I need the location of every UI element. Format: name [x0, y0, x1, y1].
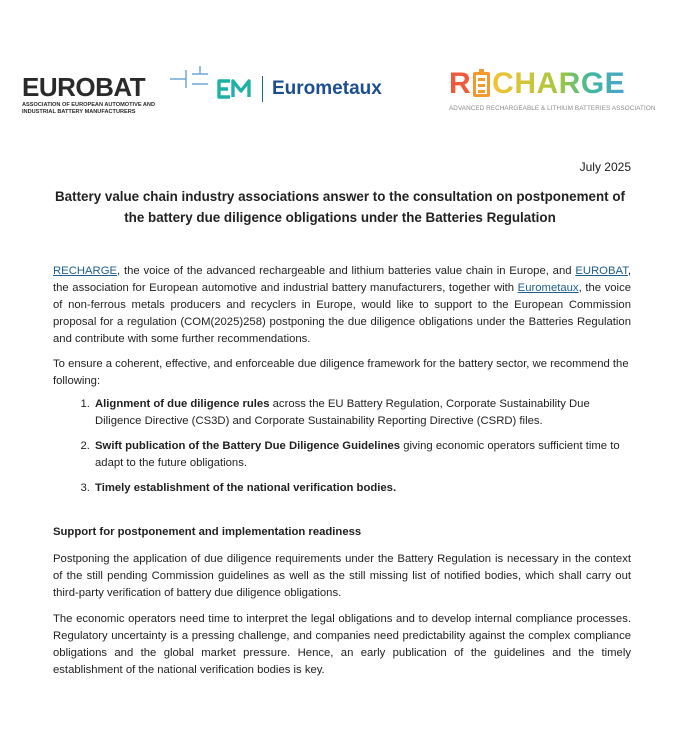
logo-bar [0, 60, 674, 130]
list-item-bold: Timely establishment of the national verification bodies. [95, 482, 397, 494]
eurobat-tagline: ASSOCIATION OF EUROPEAN AUTOMOTIVE AND INDUSTRIAL BATTERY MANUFACTURERS [22, 102, 156, 115]
document-body [53, 263, 631, 679]
eurometaux-divider [262, 76, 263, 102]
recharge-wordmark: CHARGE [492, 67, 626, 100]
recharge-r: R [449, 67, 472, 100]
recharge-logo [449, 68, 656, 112]
list-item-bold: Alignment of due diligence rules [95, 398, 270, 410]
list-item-text: across the EU Battery Regulation, Corporate Sustainability Due Diligence Directive (CS3D) and Corporate Sustainability Reporting Directive (CSRD) files. [95, 398, 590, 427]
list-item-text: giving economic operators sufficient time to adapt to the future obligations. [95, 440, 620, 469]
recommend-intro: To ensure a coherent, effective, and enforceable due diligence framework for the battery sector, we recommend the following: [53, 358, 629, 387]
recharge-link[interactable]: RECHARGE [53, 265, 118, 277]
plug-icon [162, 66, 210, 92]
eurometaux-link[interactable]: Eurometaux [517, 282, 579, 294]
eurobat-logo [22, 74, 162, 116]
paragraph: Postponing the application of due diligence requirements under the Battery Regulation is necessary in the context of the still pending Commission guidelines as well as the still missing list of notified bodies, which shall carry out third-party verification of battery due diligence obligations. [53, 553, 631, 599]
list-item [93, 480, 631, 497]
recommendation-list [53, 396, 631, 497]
eurometaux-logo [216, 76, 382, 102]
eurometaux-mark-icon [216, 76, 254, 102]
intro-paragraph [53, 263, 631, 348]
intro-text-1: , the voice of the advanced rechargeable and lithium batteries value chain in Europe, and [117, 265, 576, 277]
battery-icon [473, 72, 490, 97]
list-item [93, 396, 631, 430]
eurobat-link[interactable]: EUROBAT [575, 265, 628, 277]
list-item-bold: Swift publication of the Battery Due Diligence Guidelines [95, 440, 401, 452]
document-date: July 2025 [579, 160, 631, 174]
section-heading: Support for postponement and implementation readiness [53, 526, 362, 538]
intro-text-3: , the voice of non-ferrous metals producers and recyclers in Europe, would like to support to the European Commission proposal for a regulation (COM(2025)258) postponing the due diligence obligations under the Batteries Regulation and contribute with some further recommendations. [53, 282, 631, 345]
eurobat-wordmark: EUROBAT [22, 72, 146, 102]
recharge-tagline: ADVANCED RECHARGEABLE & LITHIUM BATTERIES ASSOCIATION [449, 105, 656, 112]
paragraph: The economic operators need time to interpret the legal obligations and to develop internal compliance processes. Regulatory uncertainty is a pressing challenge, and companies need predictability against the complex compliance obligations and the global market pressure. Hence, an early publication of the guidelines and the timely establishment of the national verification bodies is key. [53, 613, 631, 676]
intro-text-2: , the association for European automotive and industrial battery manufacturers, together with [53, 265, 631, 294]
document-title: Battery value chain industry associations answer to the consultation on postponement of the battery due diligence obligations under the Batteries Regulation [55, 189, 625, 225]
eurometaux-wordmark: Eurometaux [272, 78, 382, 99]
list-item [93, 438, 631, 472]
